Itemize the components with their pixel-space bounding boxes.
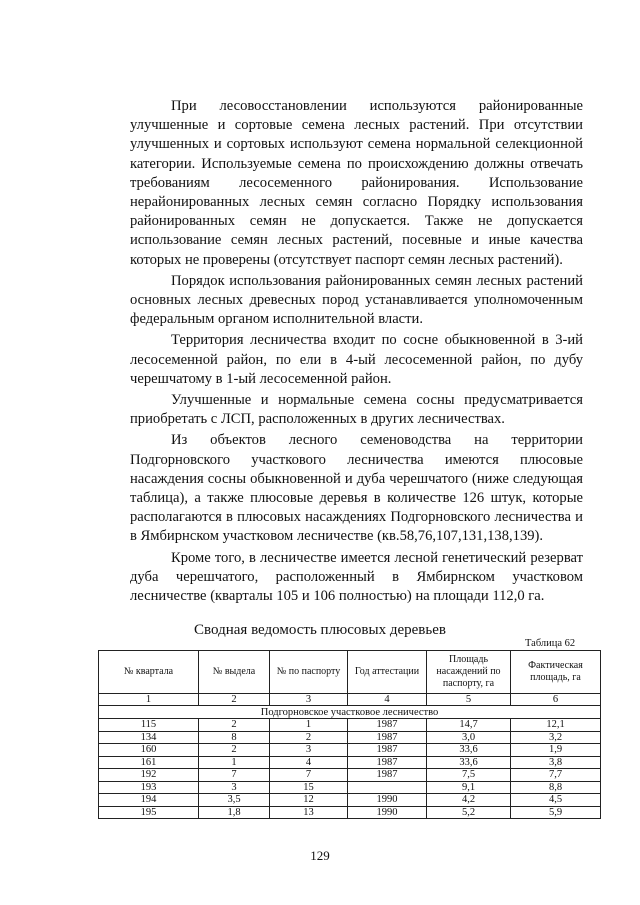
column-number: 3 [270,694,348,706]
table-cell: 15 [270,781,348,794]
column-header: Год аттестации [348,651,427,694]
table-cell: 3,0 [427,731,511,744]
table-cell: 3,8 [511,756,601,769]
table-row [99,719,601,732]
table-cell: 193 [99,781,199,794]
table-cell: 1990 [348,794,427,807]
paragraph: Порядок использования районированных семян лесных растений основных лесных древесных пород устанавливается уполномоченным федеральным органом исполнительной власти. [130,272,583,328]
table-title: Сводная ведомость плюсовых деревьев [194,622,446,638]
page-number: 129 [310,848,330,863]
table-cell: 2 [199,744,270,757]
table-number: Таблица 62 [525,638,576,649]
column-number: 2 [199,694,270,706]
column-number: 5 [427,694,511,706]
table-cell: 5,2 [427,806,511,819]
section-title: Подгорновское участковое лесничество [99,706,601,719]
table-cell: 1987 [348,756,427,769]
table-cell: 1987 [348,719,427,732]
table-cell: 9,1 [427,781,511,794]
column-number: 6 [511,694,601,706]
table-cell: 3,5 [199,794,270,807]
table-row [99,731,601,744]
table-cell: 3,2 [511,731,601,744]
table-row [99,744,601,757]
table-cell: 1987 [348,731,427,744]
table-cell: 115 [99,719,199,732]
table-cell: 8 [199,731,270,744]
table-cell: 1 [270,719,348,732]
table-cell: 160 [99,744,199,757]
table-cell: 14,7 [427,719,511,732]
table-cell: 161 [99,756,199,769]
column-header: Фактическая площадь, га [511,651,601,694]
table-cell: 1 [199,756,270,769]
table-cell: 1990 [348,806,427,819]
table-cell: 7,7 [511,769,601,782]
table-cell: 195 [99,806,199,819]
column-number: 4 [348,694,427,706]
table-cell: 1,8 [199,806,270,819]
table-cell: 12 [270,794,348,807]
table-cell: 33,6 [427,744,511,757]
paragraph: Территория лесничества входит по сосне обыкновенной в 3-ий лесосеменной район, по ели в 4-ый лесосеменной район, по дубу черешчатому в 1-ый лесосеменной район. [130,332,583,387]
table-cell: 2 [199,719,270,732]
column-header: № выдела [199,651,270,694]
plus-trees-table [98,650,601,819]
table-cell: 1,9 [511,744,601,757]
table-cell [348,781,427,794]
section-row [99,706,601,719]
table-row [99,806,601,819]
table-cell: 5,9 [511,806,601,819]
table-cell: 4,2 [427,794,511,807]
paragraph: Кроме того, в лесничестве имеется лесной генетический резерват дуба черешчатого, расположенный в Ямбирнском участковом лесничестве (кварталы 105 и 106 полностью) на площади 112,0 га. [130,549,583,605]
table-cell: 8,8 [511,781,601,794]
table-row [99,781,601,794]
table-cell: 1987 [348,769,427,782]
table-row [99,769,601,782]
table-cell: 2 [270,731,348,744]
paragraph: Улучшенные и нормальные семена сосны предусматривается приобретать с ЛСП, расположенных в других лесничествах. [130,392,583,428]
table-cell: 13 [270,806,348,819]
table-cell: 7 [199,769,270,782]
table-cell: 3 [199,781,270,794]
paragraph: При лесовосстановлении используются районированные улучшенные и сортовые семена лесных растений. При отсутствии улучшенных и сортовых используют семена нормальной селекционной категории. Используемые семена по происхождению должны отвечать требованиям лесосеменного районирования. Использование нерайонированных лесных семян согласно Порядку использования районированных семян не допускается. Также не допускается использование семян лесных растений, посевные и иные качества которых не проверены (отсутствует паспорт семян лесных растений). [130,98,583,268]
table-cell: 1987 [348,744,427,757]
table-row [99,794,601,807]
table-cell: 3 [270,744,348,757]
column-header: № по паспорту [270,651,348,694]
table-cell: 7,5 [427,769,511,782]
column-header: Площадь насаждений по паспорту, га [427,651,511,694]
table-cell: 194 [99,794,199,807]
column-number-row [99,694,601,706]
table-cell: 134 [99,731,199,744]
table-cell: 7 [270,769,348,782]
paragraph: Из объектов лесного семеноводства на территории Подгорновского участкового лесничества имеются плюсовые насаждения сосны обыкновенной и дуба черешчатого (ниже следующая таблица), а также плюсовые деревья в количестве 126 штук, которые располагаются в плюсовых насаждениях Подгорновского лесничества и в Ямбирнском участковом лесничестве (кв.58,76,107,131,138,139). [130,432,583,545]
table-cell: 12,1 [511,719,601,732]
column-header: № квартала [99,651,199,694]
table-cell: 4,5 [511,794,601,807]
column-number: 1 [99,694,199,706]
table-cell: 33,6 [427,756,511,769]
table-header-row [99,651,601,694]
table-cell: 192 [99,769,199,782]
table-cell: 4 [270,756,348,769]
table-row [99,756,601,769]
body-text [130,97,583,606]
